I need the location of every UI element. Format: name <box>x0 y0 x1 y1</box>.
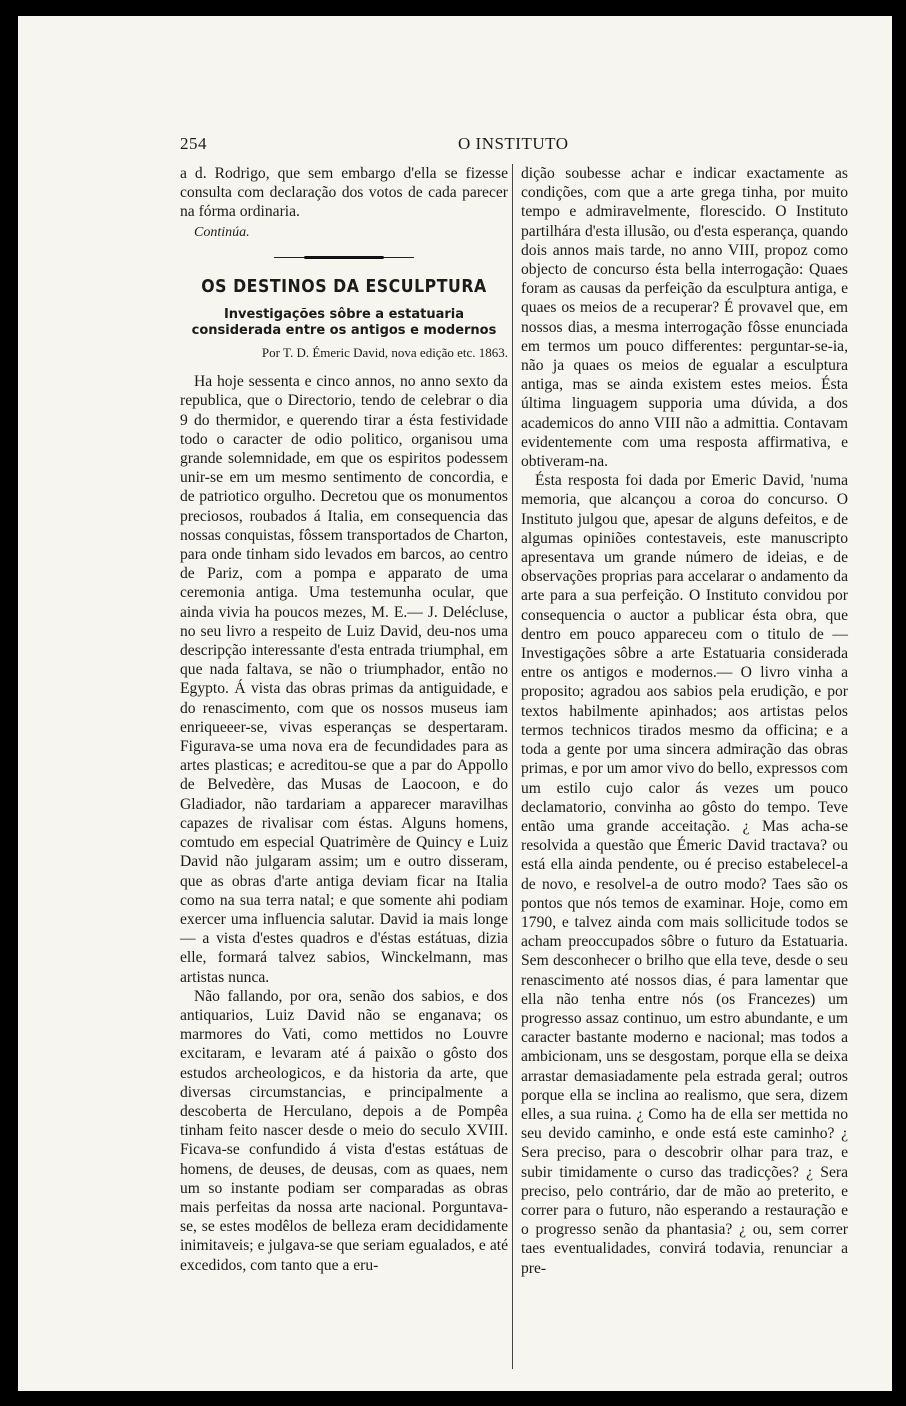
article-title: OS DESTINOS DA ESCULPTURA <box>201 276 487 297</box>
scanned-sheet <box>18 16 892 1391</box>
article-subtitle: Investigações sôbre a estatuaria considerada entre os antigos e modernos <box>191 307 497 339</box>
previous-article-end: a d. Rodrigo, que sem embargo d'ella se fizesse consulta com declaração dos votos de cada parecer na fórma ordinaria. <box>180 165 508 221</box>
column-rule <box>512 164 513 1369</box>
article-paragraph: Ésta resposta foi dada por Emeric David, 'numa memoria, que alcançou a coroa do concurso. O Instituto julgou que, apesar de alguns defeitos, e de algumas opiniões contestaveis, este manuscripto apresentava um grande número de ideias, e de observações proprias para accelarar o andamento da arte para a sua perfeição. O Instituto convidou por consequencia o auctor a publicar ésta obra, que dentro em pouco appareceu com o titulo de — Investigações sôbre a arte Estatuaria considerada entre os antigos e modernos.— O livro vinha a proposito; agradou aos sabios pela erudição, e por textos habilmente apinhados; aos artistas pelos termos technicos tirados mesmo da officina; e a toda a gente por uma sincera admiração das obras primas, e por um amor vivo do bello, expressos com um estilo cujo calor ás vezes um pouco declamatorio, convinha ao gôsto do tempo. Teve então uma grande acceitação. ¿ Mas acha-se resolvida a questão que Émeric David tractava? ou está ella ainda pendente, ou é preciso estabelecel-a de novo, e resolvel-a de outro modo? Taes são os pontos que nós temos de examinar. Hoje, como em 1790, e talvez ainda com mais sollicitude todos se acham preoccupados sôbre o futuro da Estatuaria. Sem desconhecer o brilho que ella teve, desde o seu renascimento até nossos dias, é para lamentar que ella não tenha entre nós (os Francezes) um progresso assaz continuo, um estro abundante, e um caracter bastante moderno e nacional; mas todos a ambicionam, uns se desgostam, porque ella se deixa arrastar demasiadamente pela estrada geral; outros porque ella se inclina ao realismo, que sera, dizem elles, a sua ruina. ¿ Como ha de ella ser mettida no seu devido caminho, e onde está este caminho? ¿ Sera preciso, para o descobrir olhar para traz, e subir timidamente o curso das tradicções? ¿ Sera preciso, pelo contrário, dar de mão ao preterito, e correr para o futuro, não esperando a restauração e o progresso senão da phantasia? ¿ ou, sem correr taes eventualidades, convirá todavia, renunciar a pre- <box>521 472 848 1277</box>
article-paragraph: Não fallando, por ora, senão dos sabios, e dos antiquarios, Luiz David não se enganava; os marmores do Vati, como mettidos no Louvre excitaram, e levaram até á paixão o gôsto dos estudos archeologicos, e da historia da arte, que diversas circumstancias, e principalmente a descoberta de Herculano, depois a de Pompêa tinham feito nascer desde o meio do seculo XVIII. Ficava-se confundido á vista d'estas estátuas de homens, de deuses, de deusas, com as quaes, nem um so instante podiam ser comparadas as obras mais perfeitas da nossa arte nacional. Porguntava-se, se estes modêlos de belleza eram decididamente inimitaveis; e julgava-se que seriam egualados, e até excedidos, com tanto que a eru- <box>180 987 508 1274</box>
section-divider <box>274 256 414 260</box>
left-column <box>180 164 508 1275</box>
page-number: 254 <box>180 134 207 153</box>
page <box>118 116 848 1371</box>
article-paragraph: Ha hoje sessenta e cinco annos, no anno sexto da republica, que o Directorio, tendo de celebrar o dia 9 do thermidor, e querendo tirar a ésta festividade todo o caracter de odio politico, organisou uma grande solemnidade, em que os espiritos podessem unir-se em um mesmo sentimento de concordia, e de patriotico orgulho. Decretou que os monumentos preciosos, roubados á Italia, em consequencia das nossas conquistas, fôssem transportados de Charton, para onde tinham sido levados em barcos, ao centro de Pariz, com a pompa e apparato de uma ceremonia antiga. Uma testemunha ocular, que ainda vivia ha poucos mezes, M. E.— J. Delécluse, no seu livro a respeito de Luiz David, deu-nos uma descripção interessante d'esta entrada triumphal, em que nada faltava, se não o triumphador, então no Egypto. Á vista das obras primas da antiguidade, e do renascimento, com que os nossos museus iam enriqueeer-se, vivas esperanças se despertaram. Figurava-se uma nova era de fecundidades para as artes plasticas; e acreditou-se que a par do Appollo de Belvedère, das Musas de Laocoon, e do Gladiador, não tardariam a apparecer maravilhas capazes de rivalisar com éstas. Alguns homens, comtudo em especial Quatrimère de Quincy e Luiz David não julgaram assim; um e outro disseram, que as obras d'arte antiga deviam ficar na Italia como na sua terra natal; e que somente ahi podiam exercer uma influencia salutar. David ia mais longe — a vista d'estes quadros e d'éstas estátuas, dizia elle, formará talvez sabios, Winckelmann, mas artistas nunca. <box>180 373 508 986</box>
running-head <box>180 134 850 158</box>
continued-label: Continúa. <box>194 224 250 240</box>
article-byline: Por T. D. Émeric David, nova edição etc. 1863. <box>261 345 508 361</box>
right-column <box>521 164 848 1278</box>
journal-title: O INSTITUTO <box>458 134 569 153</box>
article-paragraph-continued: dição soubesse achar e indicar exactamente as condições, com que a arte grega tinha, por muito tempo e admiravelmente, florescido. O Instituto partilhára d'esta illusão, ou d'esta esperança, quando dois annos mais tarde, no anno VIII, propoz como objecto de concurso ésta bella interrogação: Quaes foram as causas da perfeição da esculptura antiga, e quaes os meios de a recuperar? É provavel que, em nossos dias, a mesma interrogação fôsse enunciada em termos um pouco differentes: perguntar-se-ia, não ja quaes os meios de egualar a esculptura antiga, mas se ainda existem estes meios. Ésta última linguagem supporia uma dúvida, a dos academicos do anno VIII não a admittia. Contavam evidentemente com uma resposta affirmativa, e obtiveram-na. <box>521 165 848 471</box>
